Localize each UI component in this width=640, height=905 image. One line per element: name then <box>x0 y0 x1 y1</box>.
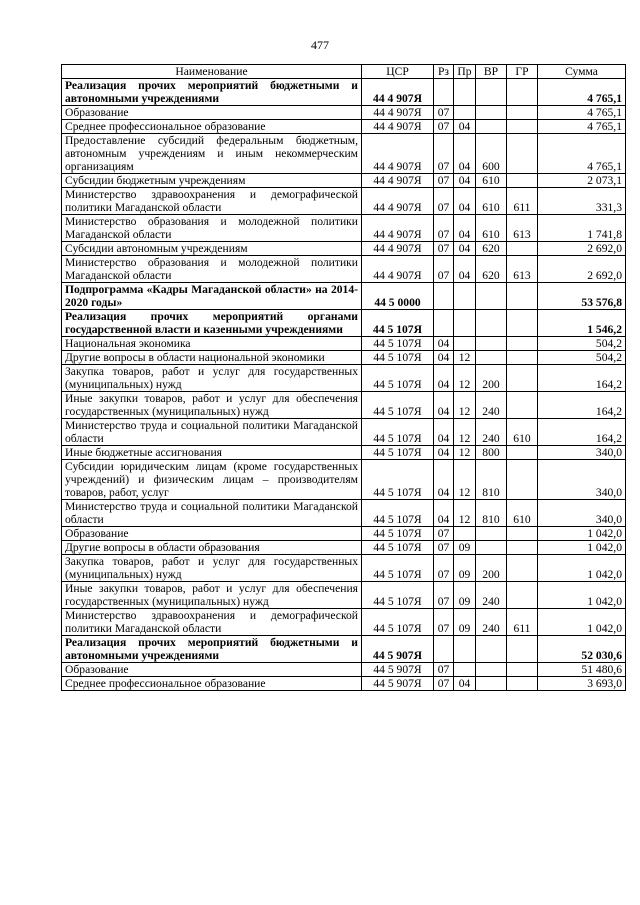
cell-gr <box>507 582 538 609</box>
cell-pr <box>454 527 476 541</box>
table-row <box>62 188 626 215</box>
header-name: Наименование <box>62 65 362 79</box>
cell-csr: 44 4 907Я <box>362 134 434 174</box>
cell-rz: 07 <box>434 663 454 677</box>
cell-csr: 44 5 107Я <box>362 541 434 555</box>
cell-pr: 12 <box>454 351 476 365</box>
cell-rz: 07 <box>434 134 454 174</box>
cell-sum: 2 073,1 <box>538 174 626 188</box>
cell-pr: 04 <box>454 134 476 174</box>
cell-vr <box>476 636 507 663</box>
cell-name: Закупка товаров, работ и услуг для государственных (муниципальных) нужд <box>62 555 362 582</box>
cell-rz <box>434 310 454 337</box>
cell-name: Иные закупки товаров, работ и услуг для обеспечения государственных (муниципальных) нужд <box>62 582 362 609</box>
cell-pr: 12 <box>454 500 476 527</box>
cell-name: Среднее профессиональное образование <box>62 120 362 134</box>
table-row <box>62 460 626 500</box>
cell-rz: 07 <box>434 120 454 134</box>
cell-rz: 07 <box>434 582 454 609</box>
cell-pr: 09 <box>454 582 476 609</box>
cell-name: Субсидии бюджетным учреждениям <box>62 174 362 188</box>
cell-csr: 44 4 907Я <box>362 174 434 188</box>
cell-sum: 504,2 <box>538 337 626 351</box>
cell-pr <box>454 79 476 106</box>
cell-name: Иные закупки товаров, работ и услуг для обеспечения государственных (муниципальных) нужд <box>62 392 362 419</box>
header-csr: ЦСР <box>362 65 434 79</box>
cell-name: Реализация прочих мероприятий бюджетными и автономными учреждениями <box>62 636 362 663</box>
table-row <box>62 106 626 120</box>
cell-name: Образование <box>62 527 362 541</box>
cell-name: Предоставление субсидий федеральным бюджетным, автономным учреждениям и иным некоммерческим организациям <box>62 134 362 174</box>
cell-vr <box>476 283 507 310</box>
table-body <box>62 79 626 691</box>
cell-rz: 07 <box>434 256 454 283</box>
cell-name: Образование <box>62 663 362 677</box>
cell-name: Министерство здравоохранения и демографической политики Магаданской области <box>62 188 362 215</box>
cell-gr: 610 <box>507 500 538 527</box>
cell-sum: 4 765,1 <box>538 106 626 120</box>
cell-gr: 613 <box>507 215 538 242</box>
cell-pr: 09 <box>454 609 476 636</box>
cell-sum: 1 042,0 <box>538 527 626 541</box>
cell-sum: 164,2 <box>538 419 626 446</box>
cell-csr: 44 5 907Я <box>362 663 434 677</box>
cell-sum: 1 042,0 <box>538 609 626 636</box>
cell-gr <box>507 677 538 691</box>
cell-csr: 44 4 907Я <box>362 242 434 256</box>
cell-vr: 610 <box>476 188 507 215</box>
table-row <box>62 419 626 446</box>
cell-rz: 07 <box>434 677 454 691</box>
cell-gr <box>507 636 538 663</box>
table-row <box>62 541 626 555</box>
cell-gr <box>507 120 538 134</box>
cell-vr: 810 <box>476 500 507 527</box>
cell-csr: 44 5 107Я <box>362 392 434 419</box>
cell-name: Национальная экономика <box>62 337 362 351</box>
cell-rz: 07 <box>434 242 454 256</box>
cell-sum: 53 576,8 <box>538 283 626 310</box>
cell-sum: 504,2 <box>538 351 626 365</box>
cell-name: Закупка товаров, работ и услуг для государственных (муниципальных) нужд <box>62 365 362 392</box>
cell-gr <box>507 174 538 188</box>
cell-vr <box>476 79 507 106</box>
cell-csr: 44 5 107Я <box>362 365 434 392</box>
cell-vr <box>476 527 507 541</box>
header-gr: ГР <box>507 65 538 79</box>
cell-gr: 611 <box>507 188 538 215</box>
cell-name: Подпрограмма «Кадры Магаданской области» на 2014-2020 годы» <box>62 283 362 310</box>
cell-rz: 07 <box>434 541 454 555</box>
table-row <box>62 79 626 106</box>
cell-gr <box>507 663 538 677</box>
cell-gr: 613 <box>507 256 538 283</box>
cell-vr: 620 <box>476 242 507 256</box>
cell-pr <box>454 337 476 351</box>
cell-sum: 4 765,1 <box>538 120 626 134</box>
cell-vr: 610 <box>476 174 507 188</box>
cell-name: Министерство образования и молодежной политики Магаданской области <box>62 256 362 283</box>
cell-gr <box>507 310 538 337</box>
cell-sum: 164,2 <box>538 392 626 419</box>
cell-rz <box>434 283 454 310</box>
cell-gr <box>507 460 538 500</box>
cell-rz: 07 <box>434 215 454 242</box>
cell-pr: 04 <box>454 256 476 283</box>
table-row <box>62 351 626 365</box>
cell-gr <box>507 351 538 365</box>
cell-pr: 12 <box>454 460 476 500</box>
cell-pr: 04 <box>454 242 476 256</box>
header-pr: Пр <box>454 65 476 79</box>
cell-pr: 04 <box>454 174 476 188</box>
table-row <box>62 120 626 134</box>
table-row <box>62 392 626 419</box>
cell-vr: 800 <box>476 446 507 460</box>
cell-rz: 04 <box>434 460 454 500</box>
cell-name: Субсидии автономным учреждениям <box>62 242 362 256</box>
cell-rz: 04 <box>434 365 454 392</box>
cell-csr: 44 5 107Я <box>362 419 434 446</box>
table-row <box>62 582 626 609</box>
cell-pr: 12 <box>454 419 476 446</box>
cell-sum: 51 480,6 <box>538 663 626 677</box>
cell-gr <box>507 337 538 351</box>
header-sum: Сумма <box>538 65 626 79</box>
cell-csr: 44 4 907Я <box>362 188 434 215</box>
table-row <box>62 242 626 256</box>
cell-pr <box>454 310 476 337</box>
cell-rz <box>434 636 454 663</box>
table-row <box>62 555 626 582</box>
cell-vr <box>476 663 507 677</box>
cell-gr: 611 <box>507 609 538 636</box>
cell-name: Иные бюджетные ассигнования <box>62 446 362 460</box>
cell-gr <box>507 392 538 419</box>
cell-pr: 12 <box>454 365 476 392</box>
cell-sum: 1 042,0 <box>538 582 626 609</box>
cell-name: Другие вопросы в области образования <box>62 541 362 555</box>
cell-pr: 04 <box>454 188 476 215</box>
cell-vr <box>476 351 507 365</box>
cell-vr: 240 <box>476 419 507 446</box>
cell-sum: 2 692,0 <box>538 242 626 256</box>
table-header-row <box>62 65 626 79</box>
cell-vr <box>476 120 507 134</box>
cell-sum: 1 546,2 <box>538 310 626 337</box>
cell-name: Образование <box>62 106 362 120</box>
cell-csr: 44 4 907Я <box>362 120 434 134</box>
cell-rz: 04 <box>434 392 454 419</box>
cell-vr: 600 <box>476 134 507 174</box>
cell-gr <box>507 134 538 174</box>
cell-name: Другие вопросы в области национальной экономики <box>62 351 362 365</box>
cell-pr <box>454 283 476 310</box>
cell-vr <box>476 310 507 337</box>
cell-csr: 44 5 107Я <box>362 460 434 500</box>
cell-rz: 04 <box>434 419 454 446</box>
cell-gr <box>507 79 538 106</box>
cell-sum: 340,0 <box>538 446 626 460</box>
cell-rz <box>434 79 454 106</box>
cell-rz: 07 <box>434 555 454 582</box>
cell-csr: 44 5 107Я <box>362 555 434 582</box>
cell-csr: 44 5 107Я <box>362 609 434 636</box>
cell-pr: 09 <box>454 555 476 582</box>
cell-rz: 07 <box>434 188 454 215</box>
cell-pr: 04 <box>454 215 476 242</box>
cell-gr <box>507 365 538 392</box>
table-row <box>62 310 626 337</box>
cell-csr: 44 5 107Я <box>362 527 434 541</box>
table-row <box>62 609 626 636</box>
table-row <box>62 500 626 527</box>
cell-gr <box>507 446 538 460</box>
cell-sum: 52 030,6 <box>538 636 626 663</box>
cell-name: Министерство образования и молодежной политики Магаданской области <box>62 215 362 242</box>
cell-csr: 44 4 907Я <box>362 215 434 242</box>
cell-rz: 04 <box>434 500 454 527</box>
cell-sum: 1 042,0 <box>538 555 626 582</box>
page-number: 477 <box>311 38 329 52</box>
cell-vr: 240 <box>476 582 507 609</box>
cell-vr: 200 <box>476 365 507 392</box>
table-row <box>62 215 626 242</box>
cell-sum: 340,0 <box>538 500 626 527</box>
cell-vr <box>476 337 507 351</box>
cell-pr: 04 <box>454 120 476 134</box>
table-row <box>62 677 626 691</box>
cell-sum: 340,0 <box>538 460 626 500</box>
cell-gr <box>507 555 538 582</box>
table-row <box>62 256 626 283</box>
cell-rz: 07 <box>434 106 454 120</box>
cell-name: Министерство труда и социальной политики Магаданской области <box>62 500 362 527</box>
header-vr: ВР <box>476 65 507 79</box>
budget-table <box>61 64 626 691</box>
cell-sum: 1 042,0 <box>538 541 626 555</box>
table-row <box>62 283 626 310</box>
cell-csr: 44 4 907Я <box>362 256 434 283</box>
cell-gr <box>507 242 538 256</box>
cell-name: Министерство труда и социальной политики Магаданской области <box>62 419 362 446</box>
cell-csr: 44 4 907Я <box>362 106 434 120</box>
cell-pr: 12 <box>454 392 476 419</box>
cell-sum: 4 765,1 <box>538 79 626 106</box>
table-row <box>62 134 626 174</box>
cell-sum: 2 692,0 <box>538 256 626 283</box>
table-row <box>62 337 626 351</box>
cell-gr <box>507 106 538 120</box>
cell-vr: 810 <box>476 460 507 500</box>
cell-sum: 331,3 <box>538 188 626 215</box>
cell-sum: 4 765,1 <box>538 134 626 174</box>
cell-rz: 04 <box>434 446 454 460</box>
table-row <box>62 174 626 188</box>
cell-sum: 3 693,0 <box>538 677 626 691</box>
cell-rz: 04 <box>434 351 454 365</box>
table-row <box>62 365 626 392</box>
cell-name: Среднее профессиональное образование <box>62 677 362 691</box>
cell-rz: 07 <box>434 609 454 636</box>
cell-rz: 07 <box>434 527 454 541</box>
cell-sum: 164,2 <box>538 365 626 392</box>
table-row <box>62 446 626 460</box>
cell-vr: 240 <box>476 609 507 636</box>
cell-vr <box>476 541 507 555</box>
cell-csr: 44 5 107Я <box>362 582 434 609</box>
cell-csr: 44 5 107Я <box>362 310 434 337</box>
cell-rz: 04 <box>434 337 454 351</box>
cell-csr: 44 5 907Я <box>362 636 434 663</box>
cell-pr: 09 <box>454 541 476 555</box>
cell-csr: 44 5 107Я <box>362 446 434 460</box>
cell-csr: 44 5 0000 <box>362 283 434 310</box>
cell-csr: 44 5 107Я <box>362 337 434 351</box>
cell-gr <box>507 527 538 541</box>
cell-sum: 1 741,8 <box>538 215 626 242</box>
cell-vr: 620 <box>476 256 507 283</box>
cell-pr <box>454 106 476 120</box>
cell-name: Субсидии юридическим лицам (кроме государственных учреждений) и физическим лицам – производителям товаров, работ, услуг <box>62 460 362 500</box>
cell-csr: 44 5 907Я <box>362 677 434 691</box>
cell-gr: 610 <box>507 419 538 446</box>
cell-vr: 240 <box>476 392 507 419</box>
cell-vr: 610 <box>476 215 507 242</box>
cell-vr <box>476 106 507 120</box>
cell-csr: 44 5 107Я <box>362 500 434 527</box>
cell-pr <box>454 663 476 677</box>
cell-pr <box>454 636 476 663</box>
table-row <box>62 663 626 677</box>
cell-gr <box>507 541 538 555</box>
cell-gr <box>507 283 538 310</box>
cell-vr <box>476 677 507 691</box>
table-row <box>62 636 626 663</box>
cell-name: Реализация прочих мероприятий бюджетными и автономными учреждениями <box>62 79 362 106</box>
cell-vr: 200 <box>476 555 507 582</box>
cell-name: Реализация прочих мероприятий органами государственной власти и казенными учреждениями <box>62 310 362 337</box>
cell-rz: 07 <box>434 174 454 188</box>
cell-pr: 12 <box>454 446 476 460</box>
table-row <box>62 527 626 541</box>
cell-csr: 44 4 907Я <box>362 79 434 106</box>
header-rz: Рз <box>434 65 454 79</box>
cell-csr: 44 5 107Я <box>362 351 434 365</box>
cell-pr: 04 <box>454 677 476 691</box>
cell-name: Министерство здравоохранения и демографической политики Магаданской области <box>62 609 362 636</box>
